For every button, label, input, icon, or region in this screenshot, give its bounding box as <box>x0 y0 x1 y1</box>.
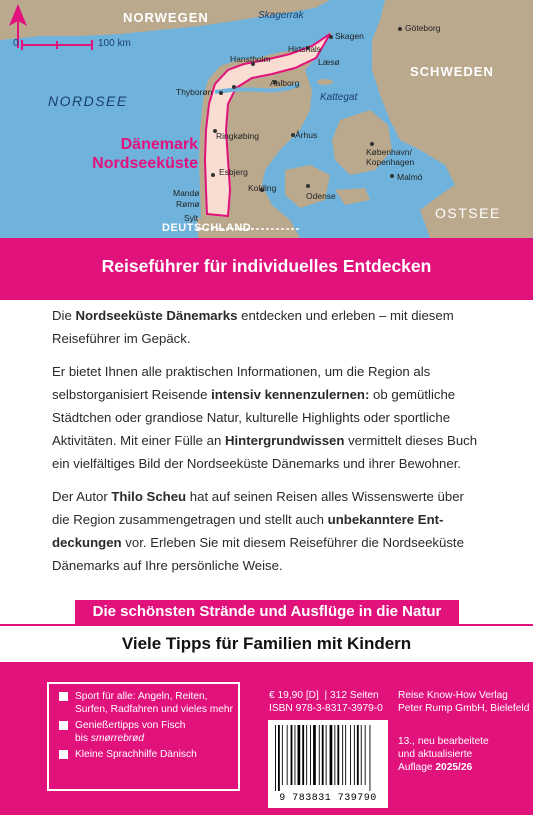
label-goeteborg: Göteborg <box>405 23 441 33</box>
barcode-bar <box>306 725 307 785</box>
feature-item <box>59 719 238 745</box>
isbn: ISBN 978-3-8317-3979-0 <box>269 703 383 714</box>
scale-zero-label: 0 <box>13 38 19 49</box>
label-arhus: Århus <box>295 130 318 140</box>
barcode-digits: 9 783831 739790 <box>279 793 377 804</box>
region-label <box>92 135 198 173</box>
label-laesoe: Læsø <box>318 57 340 67</box>
barcode-bar <box>354 725 355 785</box>
barcode-bar <box>350 725 351 785</box>
barcode-bar <box>330 725 333 785</box>
edition-line <box>398 761 489 774</box>
barcode-bar <box>295 725 296 785</box>
label-skagen: Skagen <box>335 31 364 41</box>
label-hirtshals: Hirtshals <box>288 44 322 54</box>
bold-text: intensiv kennenzulernen: <box>211 387 370 402</box>
feature-item <box>59 748 238 761</box>
barcode-bar <box>310 725 311 785</box>
bold-text: Hintergrundwissen <box>224 433 345 448</box>
paragraph-3 <box>52 485 482 577</box>
page-count: | 312 Seiten <box>324 690 379 701</box>
bold-text: Thilo Scheu <box>111 489 187 504</box>
barcode-bar <box>357 725 359 785</box>
features-box <box>47 682 240 791</box>
barcode-bar <box>337 725 339 785</box>
region-label-line1: Dänemark <box>120 136 198 153</box>
text: hat auf seinen Reisen alles Wissenswerte über die Region zusammengetragen und stellt auch <box>52 489 464 527</box>
publisher-name: Reise Know-How Verlag <box>398 690 508 701</box>
edition-year: 2025/26 <box>435 762 473 773</box>
barcode-bar <box>322 725 324 785</box>
feature-text: bis <box>75 733 91 744</box>
barcode-bar <box>298 725 301 785</box>
text: vermittelt dieses Buch ein vielfältiges Bild der Nordseeküste Dänemarks und ihrer Bewohner. <box>52 433 478 471</box>
barcode-bar <box>282 725 283 785</box>
tagline-family: Viele Tipps für Familien mit Kindern <box>0 624 533 664</box>
label-deutschland: DEUTSCHLAND <box>162 222 252 234</box>
bullet-icon <box>59 721 68 730</box>
price: € 19,90 [D] <box>269 690 319 701</box>
label-nordsee: NORDSEE <box>48 93 128 109</box>
barcode-bar <box>287 725 288 785</box>
text: Die <box>52 308 76 323</box>
feature-item <box>59 690 238 716</box>
tagline-highlight: Die schönsten Strände und Ausflüge in die Natur <box>75 600 459 624</box>
text: entdecken und erleben – mit diesem Reiseführer im Gepäck. <box>52 308 454 346</box>
barcode-bar <box>313 725 316 785</box>
label-aalborg: Aalborg <box>270 78 300 88</box>
paragraph-2 <box>52 360 482 475</box>
description <box>52 304 482 587</box>
barcode-bar <box>291 725 293 785</box>
barcode-bar <box>319 725 320 785</box>
label-ostsee: OSTSEE <box>435 205 501 221</box>
label-kattegat: Kattegat <box>320 92 358 103</box>
feature-text: Genießertipps von Fisch <box>75 720 186 731</box>
barcode-bar <box>334 725 335 785</box>
region-label-line2: Nordseeküste <box>92 155 198 172</box>
label-sylt: Sylt <box>184 213 199 223</box>
text: vor. Erleben Sie mit diesem Reiseführer die Nordseeküste Dänemarks auf Ihre persönliche Weise. <box>52 535 464 573</box>
barcode-bar <box>278 725 280 791</box>
barcode-bars <box>273 725 383 791</box>
publisher-address: Peter Rump GmbH, Bielefeld <box>398 703 530 714</box>
bullet-icon <box>59 692 68 701</box>
feature-text: Sport für alle: Angeln, Reiten, <box>75 691 208 702</box>
price-info <box>269 689 383 715</box>
barcode-bar <box>345 725 346 785</box>
edition-line: und aktualisierte <box>398 749 473 760</box>
label-kolding: Kolding <box>248 183 277 193</box>
barcode-bar <box>275 725 276 791</box>
barcode <box>268 720 388 808</box>
barcode-bar <box>361 725 362 785</box>
label-odense: Odense <box>306 191 336 201</box>
label-malmo: Malmö <box>397 172 423 182</box>
label-mando: Mandø <box>173 188 200 198</box>
barcode-bar <box>365 725 366 785</box>
barcode-bar <box>302 725 304 785</box>
label-esbjerg: Esbjerg <box>219 167 248 177</box>
text: Der Autor <box>52 489 112 504</box>
text: Auflage <box>398 762 436 773</box>
edition-info <box>398 735 489 774</box>
edition-line: 13., neu bearbeitete <box>398 736 489 747</box>
map <box>0 0 533 238</box>
publisher-info <box>398 689 529 715</box>
barcode-bar <box>326 725 327 785</box>
bold-text: Nordseeküste Dänemarks <box>75 308 238 323</box>
banner-title: Reiseführer für individuelles Entdecken <box>101 256 432 276</box>
label-schweden: SCHWEDEN <box>410 64 494 79</box>
label-norwegen: NORWEGEN <box>123 10 209 25</box>
label-thyboron: Thyborøn <box>176 87 213 97</box>
text: ob gemütliche Städtchen oder grandiose Natur, kulturelle Highlights oder sportliche Aktivitäten. Mit einer Fülle an <box>52 387 456 448</box>
label-romo: Rømø <box>176 199 200 209</box>
text: Er bietet Ihnen alle praktischen Informationen, um die Region als selbstorganisiert Reisende <box>52 364 431 402</box>
label-kopenhagen: Kopenhagen <box>366 157 415 167</box>
map-graphic <box>0 0 533 238</box>
paragraph-1 <box>52 304 482 350</box>
label-hanstholm: Hanstholm <box>230 54 271 64</box>
barcode-bar <box>342 725 343 785</box>
scale-100-label: 100 km <box>98 38 131 49</box>
label-skagerrak: Skagerrak <box>258 10 304 21</box>
label-ringkobing: Ringkøbing <box>216 131 259 141</box>
feature-text: Surfen, Radfahren und vieles mehr <box>75 704 233 715</box>
feature-text: Kleine Sprachhilfe Dänisch <box>75 749 197 760</box>
bold-text: unbekanntere Ent- <box>327 512 444 527</box>
bullet-icon <box>59 750 68 759</box>
bold-text: deckungen <box>52 535 122 550</box>
label-kobenhavn: København/ <box>366 147 412 157</box>
feature-text-italic: smørrebrød <box>90 733 145 744</box>
barcode-bar <box>370 725 371 791</box>
